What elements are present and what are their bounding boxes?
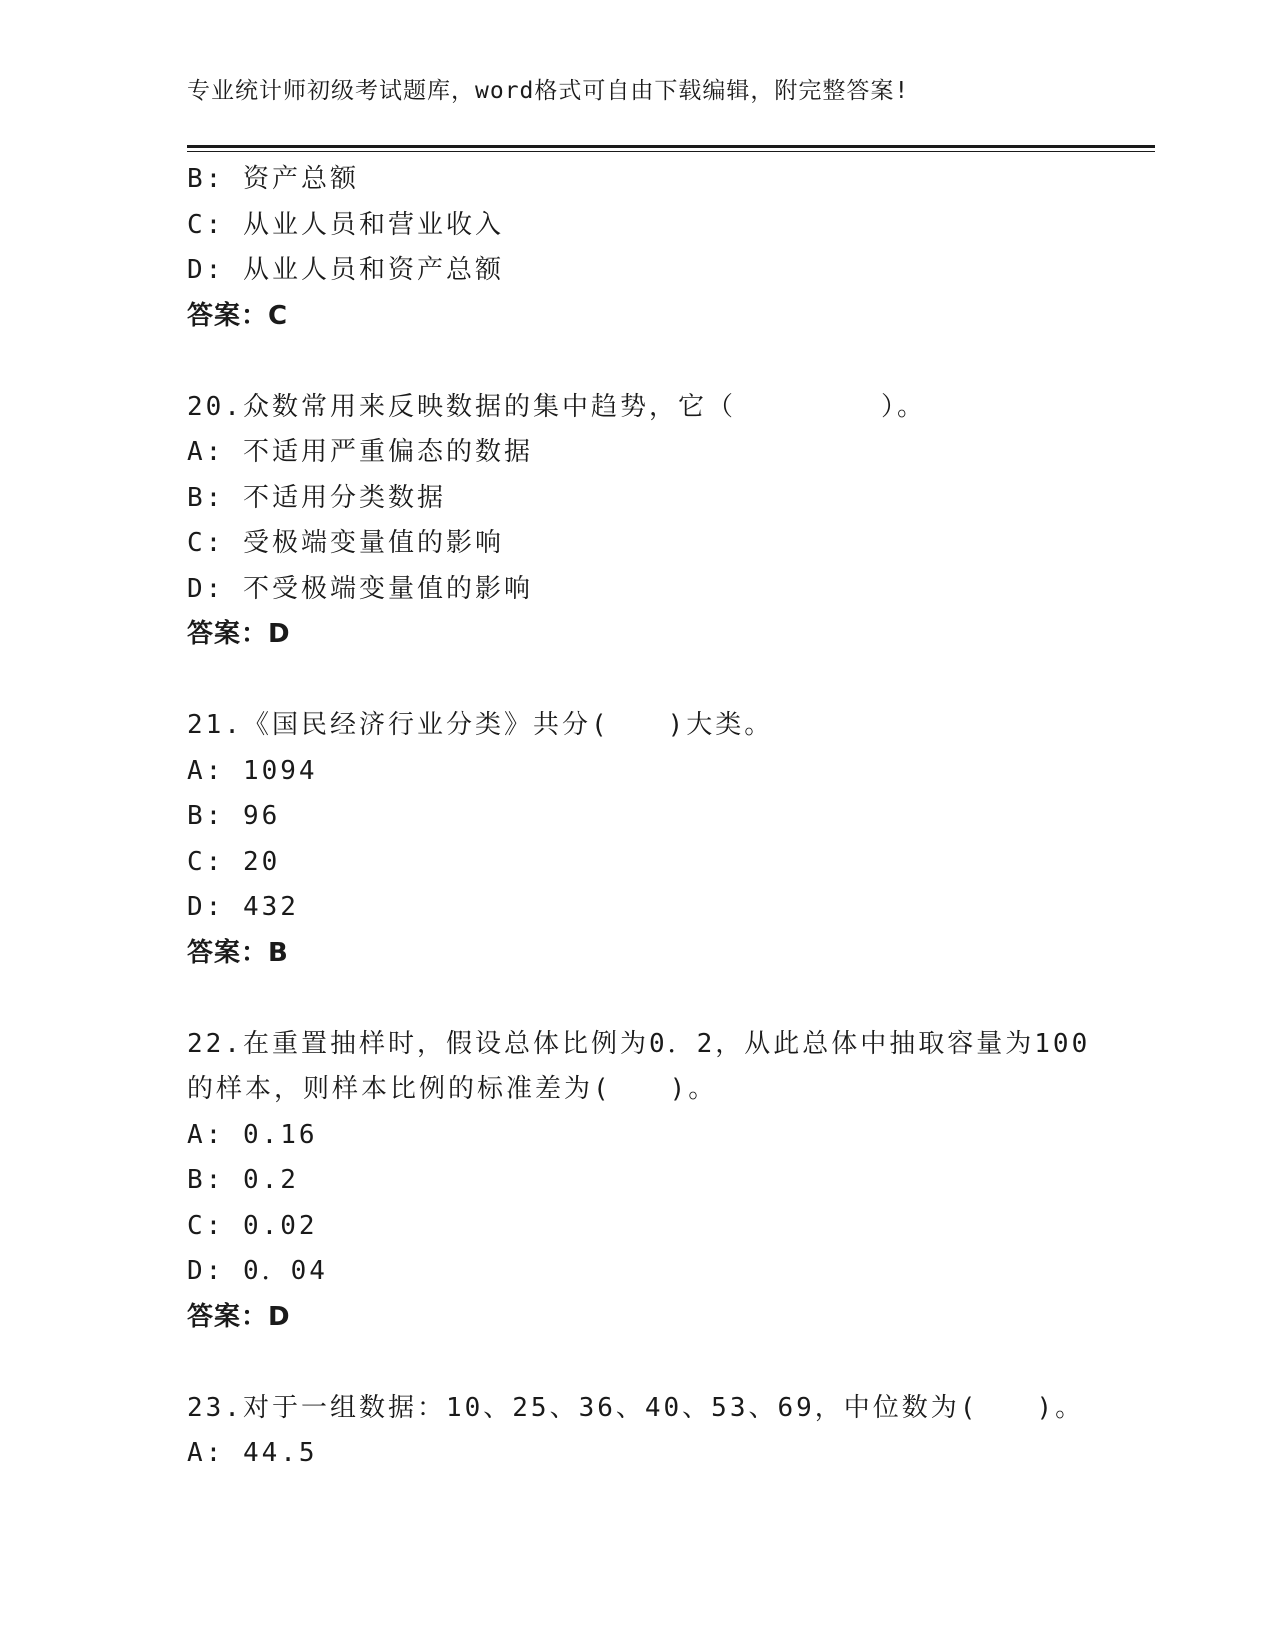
header-rule-thick [187, 145, 1155, 148]
option-b: B: 0.2 [187, 1165, 299, 1195]
option-a: A: 44.5 [187, 1438, 318, 1468]
answer-label: 答案：B [187, 937, 289, 968]
document-body [187, 157, 1155, 1477]
question-stem-continued: 的样本，则样本比例的标准差为( )。 [187, 1074, 718, 1104]
question-stem: 23.对于一组数据：10、25、36、40、53、69，中位数为( )。 [187, 1392, 1085, 1423]
option-a: A: 不适用严重偏态的数据 [187, 437, 533, 467]
option-c: C: 20 [187, 846, 281, 877]
answer-label: 答案：D [187, 619, 291, 649]
question-19-continuation [187, 157, 1155, 339]
option-d: D: 从业人员和资产总额 [187, 255, 504, 285]
option-d: D: 432 [187, 892, 299, 922]
option-d: D: 不受极端变量值的影响 [187, 573, 533, 604]
spacer [187, 339, 1155, 385]
option-d: D: 0．04 [187, 1256, 328, 1286]
question-20 [187, 385, 1155, 658]
answer-label: 答案：C [187, 300, 289, 331]
option-b: B: 不适用分类数据 [187, 482, 446, 513]
option-a: A: 1094 [187, 755, 318, 786]
option-b: B: 资产总额 [187, 164, 359, 194]
answer-label: 答案：D [187, 1301, 291, 1332]
option-b: B: 96 [187, 801, 281, 831]
page-header: 专业统计师初级考试题库，word格式可自由下载编辑，附完整答案! [187, 78, 910, 104]
option-c: C: 从业人员和营业收入 [187, 209, 504, 240]
spacer [187, 1340, 1155, 1386]
option-c: C: 0.02 [187, 1210, 318, 1241]
question-stem: 21.《国民经济行业分类》共分( )大类。 [187, 710, 774, 740]
option-c: C: 受极端变量值的影响 [187, 528, 504, 558]
option-a: A: 0.16 [187, 1119, 318, 1150]
spacer [187, 976, 1155, 1022]
question-23 [187, 1386, 1155, 1477]
question-22 [187, 1022, 1155, 1341]
question-stem: 22.在重置抽样时，假设总体比例为0．2，从此总体中抽取容量为100 [187, 1028, 1091, 1059]
question-21 [187, 703, 1155, 976]
header-rule-thin [187, 151, 1155, 152]
spacer [187, 658, 1155, 704]
question-stem: 20.众数常用来反映数据的集中趋势，它（ ）。 [187, 391, 926, 422]
